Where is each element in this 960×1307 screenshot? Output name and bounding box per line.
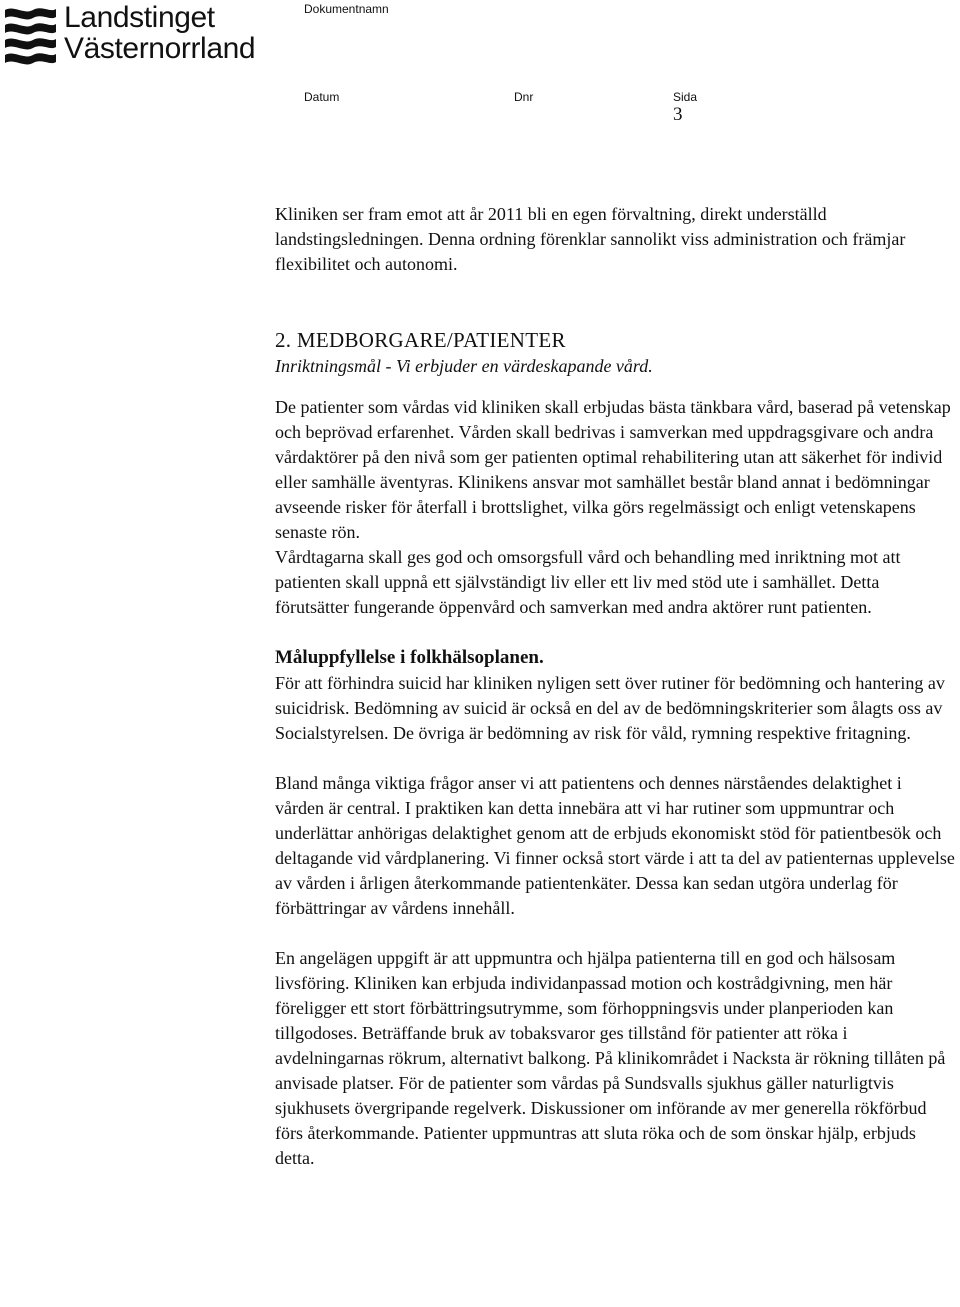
paragraph-suicide-prevention: För att förhindra suicid har kliniken nyligen sett över rutiner för bedömning och hantering av suicidrisk. Bedömning av suicid är också en del av de bedömningskriterier som ålagts oss av Socialstyrelsen. De övriga är bedömning av risk för våld, rymning respektive fritagning. (275, 673, 945, 743)
organization-name (64, 2, 255, 64)
page-label: Sida (673, 90, 698, 104)
organization-logo (2, 2, 302, 72)
section-title: 2. MEDBORGARE/PATIENTER (275, 328, 566, 352)
section-goal: Inriktningsmål - Vi erbjuder en värdeskapande vård. (275, 356, 653, 376)
intro-paragraph: Kliniken ser fram emot att år 2011 bli en egen förvaltning, direkt underställd landstingsledningen. Denna ordning förenklar sannolikt viss administration och främjar flexibilitet och autonomi. (275, 204, 906, 274)
paragraph-healthy-living: En angelägen uppgift är att uppmuntra och hjälpa patienterna till en god och hälsosam livsföring. Kliniken kan erbjuda individanpassad motion och kostrådgivning, men här föreligger ett stort förbättringsutrymme, som förhoppningsvis under planperioden kan tillgodoses. Beträffande bruk av tobaksvaror ges tillstånd för patienter att röka i avdelningarnas rökrum, alternativt balkong. På klinikområdet i Nacksta är rökning tillåten på anvisade platser. För de patienter som vårdas på Sundsvalls sjukhus gäller naturligtvis sjukhusets övergripande regelverk. Diskussioner om införande av mer generella rökförbud förs återkommande. Patienter uppmuntras att sluta röka och de som önskar hjälp, erbjuds detta. (275, 948, 946, 1168)
date-label: Datum (304, 90, 340, 104)
paragraph-independence: Vårdtagarna skall ges god och omsorgsfull vård och behandling med inriktning mot att patienten skall uppnå ett självständigt liv eller ett liv med stöd ute i samhället. Detta förutsätter fungerande öppenvård och samverkan med andra aktörer runt patienten. (275, 547, 901, 617)
page-number: 3 (673, 104, 683, 125)
organization-name-line1: Landstinget (64, 1, 215, 34)
paragraph-relatives: Bland många viktiga frågor anser vi att patientens och dennes närståendes delaktighet i vården är central. I praktiken kan detta innebära att vi har rutiner som uppmuntrar och underlättar anhörigas delaktighet genom att de erbjuds ekonomiskt stöd för patientbesök och deltagande vid vårdplanering. Vi finner också stort värde i att ta del av patienternas upplevelse av vården i årligen återkommande patientenkäter. Dessa kan sedan utgöra underlag för förbättringar av vårdens innehåll. (275, 773, 955, 918)
document-name-label: Dokumentnamn (304, 2, 389, 16)
dnr-label: Dnr (514, 90, 534, 104)
document-body (275, 202, 955, 1171)
subheading-public-health: Måluppfyllelse i folkhälsoplanen. (275, 647, 544, 668)
organization-name-line2: Västernorrland (64, 32, 256, 65)
paragraph-care-quality: De patienter som vårdas vid kliniken skall erbjudas bästa tänkbara vård, baserad på vetenskap och beprövad erfarenhet. Vården skall bedrivas i samverkan med uppdragsgivare och andra vårdaktörer på den nivå som ger patienten optimal rehabilitering utan att säkerhet för individ eller samhälle äventyras. Klinikens ansvar mot samhället består bland annat i bedömningar avseende risker för återfall i brottslighet, vilka görs regelmässigt och enligt vetenskapens senaste rön. (275, 397, 951, 542)
landstinget-logo-icon (2, 4, 58, 68)
